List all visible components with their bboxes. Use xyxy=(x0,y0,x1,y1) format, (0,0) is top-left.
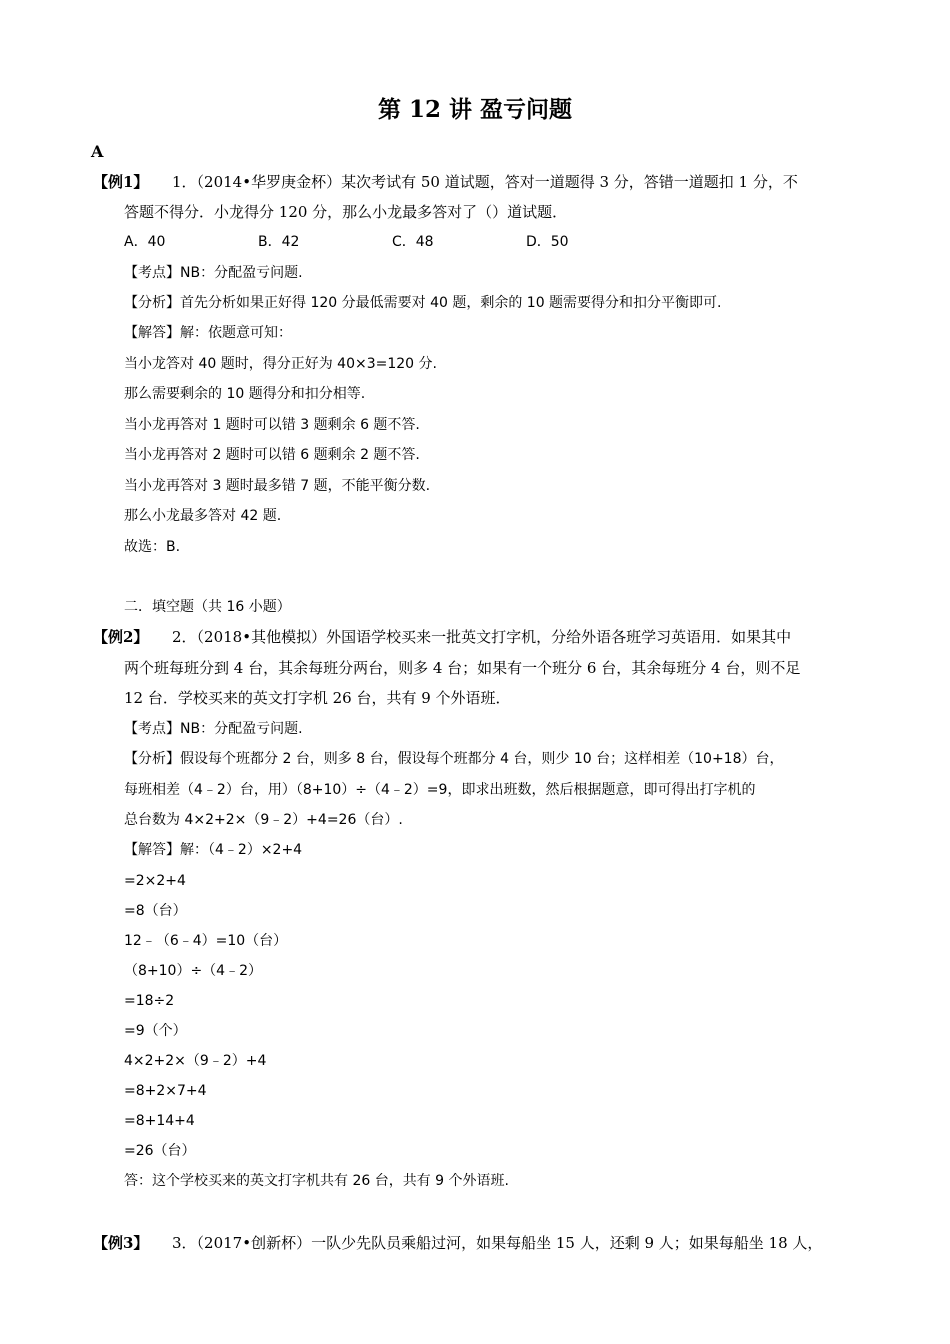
example2-step: =18÷2 xyxy=(124,993,175,1009)
example1-step: 当小龙再答对 1 题时可以错 3 题剩余 6 题不答. xyxy=(124,417,420,433)
section-a-label: A xyxy=(91,142,104,161)
example2-question-line1: 2．（2018•其他模拟）外国语学校买来一批英文打字机，分给外语各班学习英语用．如果其中 xyxy=(172,628,792,646)
example1-fenxi: 【分析】首先分析如果正好得 120 分最低需要对 40 题，剩余的 10 题需要得分和扣分平衡即可. xyxy=(124,295,722,311)
example2-fenxi-line3: 总台数为 4×2+2×（9﹣2）+4=26（台）. xyxy=(124,812,403,828)
example2-step: 12﹣（6﹣4）=10（台） xyxy=(124,933,288,949)
example2-step: =8+14+4 xyxy=(124,1113,195,1129)
example2-step: =9（个） xyxy=(124,1023,187,1039)
example2-question-line3: 12 台．学校买来的英文打字机 26 台，共有 9 个外语班． xyxy=(124,689,511,707)
example1-question-line1: 1．（2014•华罗庚金杯）某次考试有 50 道试题，答对一道题得 3 分，答错一道题扣 1 分，不 xyxy=(172,173,798,191)
example1-conclusion: 故选：B. xyxy=(124,539,181,555)
option-b: B．42 xyxy=(258,234,300,250)
example1-step: 当小龙答对 40 题时，得分正好为 40×3=120 分. xyxy=(124,356,437,372)
example3-question-line1: 3．（2017•创新杯）一队少先队员乘船过河，如果每船坐 15 人，还剩 9 人；如果每船坐 18 人， xyxy=(172,1234,823,1252)
example1-jieda: 【解答】解：依题意可知： xyxy=(124,325,292,341)
example2-step: 4×2+2×（9﹣2）+4 xyxy=(124,1053,267,1069)
example2-step: =26（台） xyxy=(124,1143,196,1159)
example1-question-line2: 答题不得分．小龙得分 120 分，那么小龙最多答对了（）道试题． xyxy=(124,203,568,221)
option-a: A．40 xyxy=(124,234,166,250)
example2-tag: 【例2】 xyxy=(93,628,149,646)
example1-step: 当小龙再答对 3 题时最多错 7 题，不能平衡分数. xyxy=(124,478,431,494)
example3-tag: 【例3】 xyxy=(93,1234,149,1252)
example1-kaodian: 【考点】NB：分配盈亏问题. xyxy=(124,265,303,281)
example2-question-line2: 两个班每班分到 4 台，其余每班分两台，则多 4 台；如果有一个班分 6 台，其余每班分 4 台，则不足 xyxy=(124,659,801,677)
example1-step: 那么小龙最多答对 42 题. xyxy=(124,508,282,524)
example2-jieda: 【解答】解：（4﹣2）×2+4 xyxy=(124,842,303,858)
option-d: D．50 xyxy=(526,234,569,250)
example2-answer: 答：这个学校买来的英文打字机共有 26 台，共有 9 个外语班. xyxy=(124,1173,509,1189)
example2-fenxi-line2: 每班相差（4﹣2）台，用）（8+10）÷（4﹣2）=9，即求出班数，然后根据题意，即可得出打字机的 xyxy=(124,782,756,798)
example1-step: 当小龙再答对 2 题时可以错 6 题剩余 2 题不答. xyxy=(124,447,420,463)
example2-step: （8+10）÷（4﹣2） xyxy=(124,963,262,979)
example2-kaodian: 【考点】NB：分配盈亏问题. xyxy=(124,721,303,737)
option-c: C．48 xyxy=(392,234,434,250)
example1-tag: 【例1】 xyxy=(93,173,149,191)
example1-step: 那么需要剩余的 10 题得分和扣分相等. xyxy=(124,386,366,402)
example2-step: =2×2+4 xyxy=(124,873,186,889)
example2-step: =8（台） xyxy=(124,903,187,919)
page-title: 第 12 讲 盈亏问题 xyxy=(377,96,573,123)
example2-fenxi-line1: 【分析】假设每个班都分 2 台，则多 8 台，假设每个班都分 4 台，则少 10 台；这样相差（10+18）台， xyxy=(124,751,784,767)
example2-step: =8+2×7+4 xyxy=(124,1083,207,1099)
section2-heading: 二．填空题（共 16 小题） xyxy=(124,599,291,615)
